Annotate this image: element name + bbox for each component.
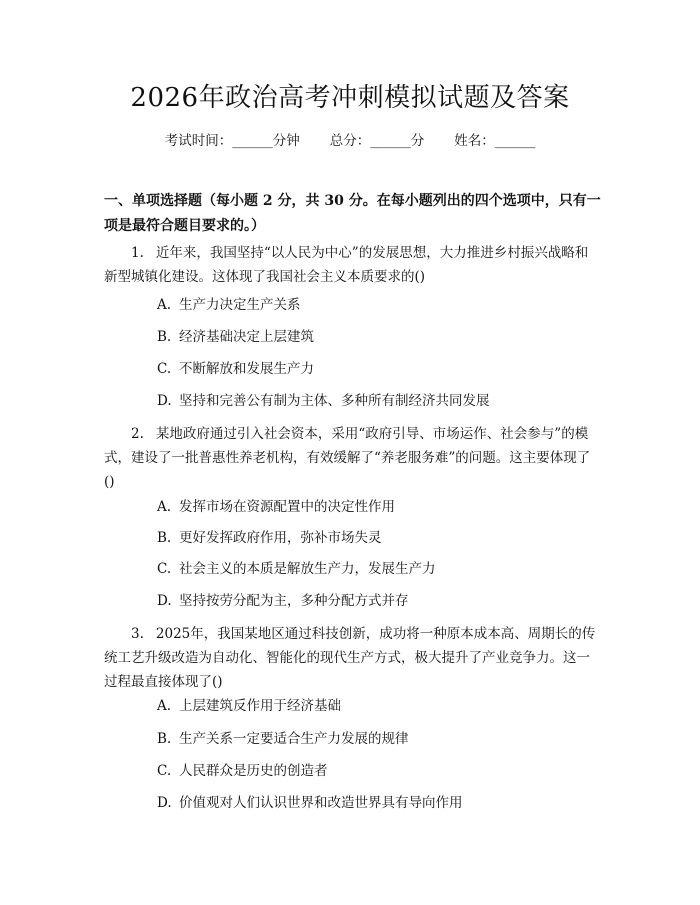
question-3-option-a [157, 696, 597, 716]
option-text: 社会主义的本质是解放生产力，发展生产力 [179, 561, 436, 577]
option-text: 生产关系一定要适合生产力发展的规律 [179, 731, 409, 747]
question-3-option-c [157, 761, 597, 781]
question-number: 2. [131, 426, 144, 442]
option-text: 发挥市场在资源配置中的决定性作用 [179, 499, 395, 515]
total-score-field: 总分：______分 [329, 133, 425, 149]
option-text: 价值观对人们认识世界和改造世界具有导向作用 [179, 795, 463, 811]
option-letter: D. [157, 593, 172, 609]
option-letter: A. [157, 297, 172, 313]
section-heading: 一、单项选择题（每小题 2 分，共 30 分。在每小题列出的四个选项中，只有一项是最符合题目要求的。） [104, 193, 601, 234]
question-1 [104, 241, 600, 289]
option-text: 更好发挥政府作用，弥补市场失灵 [179, 530, 382, 546]
exam-time-field: 考试时间：______分钟 [164, 133, 300, 149]
exam-meta [0, 132, 700, 150]
question-3 [104, 622, 600, 694]
question-1-option-d [157, 391, 597, 411]
question-2-option-b [157, 528, 597, 548]
option-text: 生产力决定生产关系 [179, 297, 301, 313]
option-text: 人民群众是历史的创造者 [179, 763, 328, 779]
option-letter: D. [157, 393, 172, 409]
question-stem: 2025年，我国某地区通过科技创新，成功将一种原本成本高、周期长的传统工艺升级改造为自动化、智能化的现代生产方式，极大提升了产业竞争力。这一过程最直接体现了() [104, 626, 596, 690]
option-letter: B. [157, 731, 172, 747]
exam-title: 2026年政治高考冲刺模拟试题及答案 [130, 83, 570, 113]
option-letter: D. [157, 795, 172, 811]
question-1-option-b [157, 327, 597, 347]
question-number: 3. [131, 626, 144, 642]
option-letter: C. [157, 763, 172, 779]
question-1-option-a [157, 295, 597, 315]
question-2-option-d [157, 591, 597, 611]
question-2 [104, 422, 600, 494]
question-1-option-c [157, 359, 597, 379]
option-text: 经济基础决定上层建筑 [179, 329, 314, 345]
question-2-option-a [157, 497, 597, 517]
option-text: 上层建筑反作用于经济基础 [179, 698, 341, 714]
option-text: 坚持和完善公有制为主体、多种所有制经济共同发展 [179, 393, 490, 409]
question-3-option-b [157, 729, 597, 749]
option-letter: A. [157, 698, 172, 714]
option-text: 坚持按劳分配为主，多种分配方式并存 [179, 593, 409, 609]
option-letter: C. [157, 561, 172, 577]
student-name-field: 姓名：______ [454, 133, 536, 149]
question-3-option-d [157, 793, 597, 813]
question-stem: 某地政府通过引入社会资本，采用“政府引导、市场运作、社会参与”的模式，建设了一批普惠性养老机构，有效缓解了“养老服务难”的问题。这主要体现了() [104, 426, 591, 490]
question-stem: 近年来，我国坚持“以人民为中心”的发展思想，大力推进乡村振兴战略和新型城镇化建设。这体现了我国社会主义本质要求的() [104, 245, 589, 285]
option-letter: B. [157, 530, 172, 546]
option-letter: C. [157, 361, 172, 377]
question-2-option-c [157, 559, 597, 579]
option-text: 不断解放和发展生产力 [179, 361, 314, 377]
question-number: 1. [131, 245, 144, 261]
option-letter: A. [157, 499, 172, 515]
option-letter: B. [157, 329, 172, 345]
